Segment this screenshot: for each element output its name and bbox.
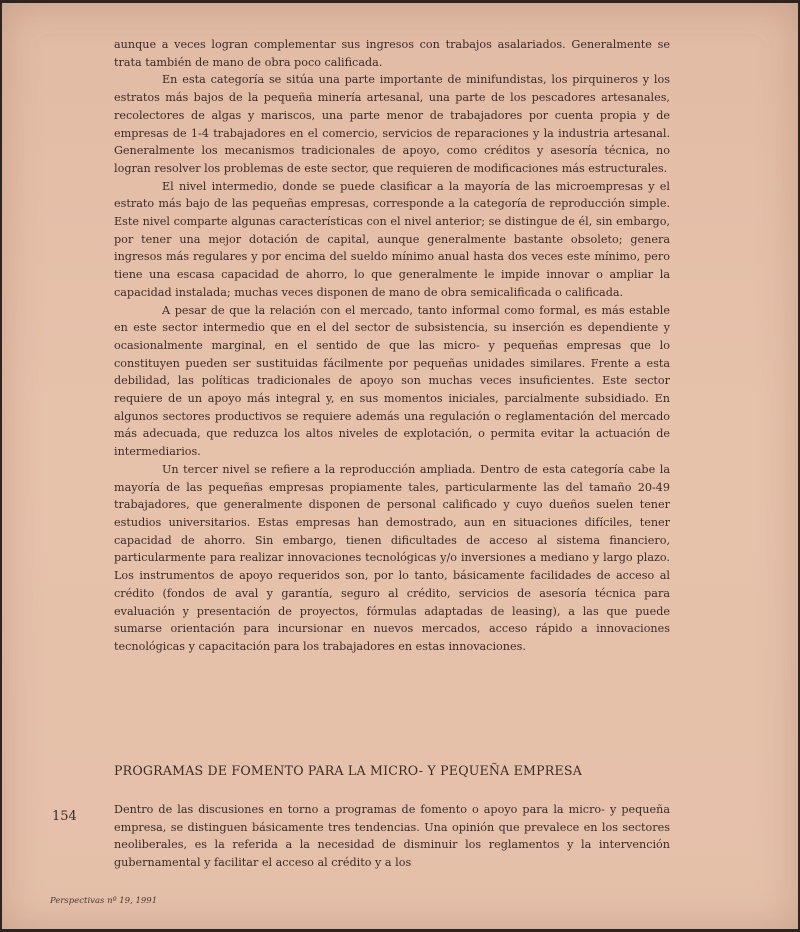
page-number: 154: [52, 809, 77, 824]
section-paragraph: Dentro de las discusiones en torno a programas de fomento o apoyo para la micro- y pequeña empresa, se distinguen básicamente tres tendencias. Una opinión que prevalece en los sectores neoliberales, es la referida a la necesidad de disminuir los reglamentos y la intervención gubernamental y facilitar el acceso al crédito y a los: [114, 803, 670, 870]
footer-citation: Perspectivas nº 19, 1991: [50, 896, 158, 906]
paragraph-5: Un tercer nivel se refiere a la reproducción ampliada. Dentro de esta categoría cabe la mayoría de las pequeñas empresas propiamente tales, particularmente las del tamaño 20-49 trabajadores, que generalmente disponen de personal calificado y cuyo dueños suelen tener estudios universitarios. Estas empresas han demostrado, aun en situaciones difíciles, tener capacidad de ahorro. Sin embargo, tienen dificultades de acceso al sistema financiero, particularmente para realizar innovaciones tecnológicas y/o inversiones a mediano y largo plazo. Los instrumentos de apoyo requeridos son, por lo tanto, básicamente facilidades de acceso al crédito (fondos de aval y garantía, seguro al crédito, servicios de asesoría técnica para evaluación y presentación de proyectos, fórmulas adaptadas de leasing), a las que puede sumarse orientación para incursionar en nuevos mercados, acceso rápido a innovaciones tecnológicas y capacitación para los trabajadores en estas innovaciones.: [114, 462, 670, 653]
body-text-top: [114, 36, 670, 656]
paragraph-1: aunque a veces logran complementar sus ingresos con trabajos asalariados. Generalmente se trata también de mano de obra poco calificada.: [114, 38, 670, 69]
book-page: [2, 3, 798, 929]
paragraph-2: En esta categoría se sitúa una parte importante de minifundistas, los pirquineros y los estratos más bajos de la pequeña minería artesanal, una parte de los pescadores artesanales, recolectores de algas y mariscos, una parte menor de trabajadores por cuenta propia y de empresas de 1-4 trabajadores en el comercio, servicios de reparaciones y la industria artesanal. Generalmente los mecanismos tradicionales de apoyo, como créditos y asesoría técnica, no logran resolver los problemas de este sector, que requieren de modificaciones más estructurales.: [114, 73, 670, 175]
paragraph-4: A pesar de que la relación con el mercado, tanto informal como formal, es más estable en este sector intermedio que en el del sector de subsistencia, su inserción es dependiente y ocasionalmente marginal, en el sentido de que las micro- y pequeñas empresas que lo constituyen pueden ser sustituidas fácilmente por pequeñas unidades similares. Frente a esta debilidad, las políticas tradicionales de apoyo son muchas veces insuficientes. Este sector requiere de un apoyo más integral y, en sus momentos iniciales, parcialmente subsidiado. En algunos sectores productivos se requiere además una regulación o reglamentación del mercado más adecuada, que reduzca los altos niveles de explotación, o permita evitar la actuación de intermediarios.: [114, 303, 670, 459]
section-heading: PROGRAMAS DE FOMENTO PARA LA MICRO- Y PEQUEÑA EMPRESA: [114, 763, 583, 778]
paragraph-3: El nivel intermedio, donde se puede clasificar a la mayoría de las microempresas y el estrato más bajo de las pequeñas empresas, corresponde a la categoría de reproducción simple. Este nivel comparte algunas características con el nivel anterior; se distingue de él, sin embargo, por tener una mejor dotación de capital, aunque generalmente bastante obsoleto; genera ingresos más regulares y por encima del sueldo mínimo anual hasta dos veces este mínimo, pero tiene una escasa capacidad de ahorro, lo que generalmente le impide innovar o ampliar la capacidad instalada; muchas veces disponen de mano de obra semicalificada o calificada.: [114, 179, 670, 299]
body-text-bottom: [114, 801, 670, 872]
